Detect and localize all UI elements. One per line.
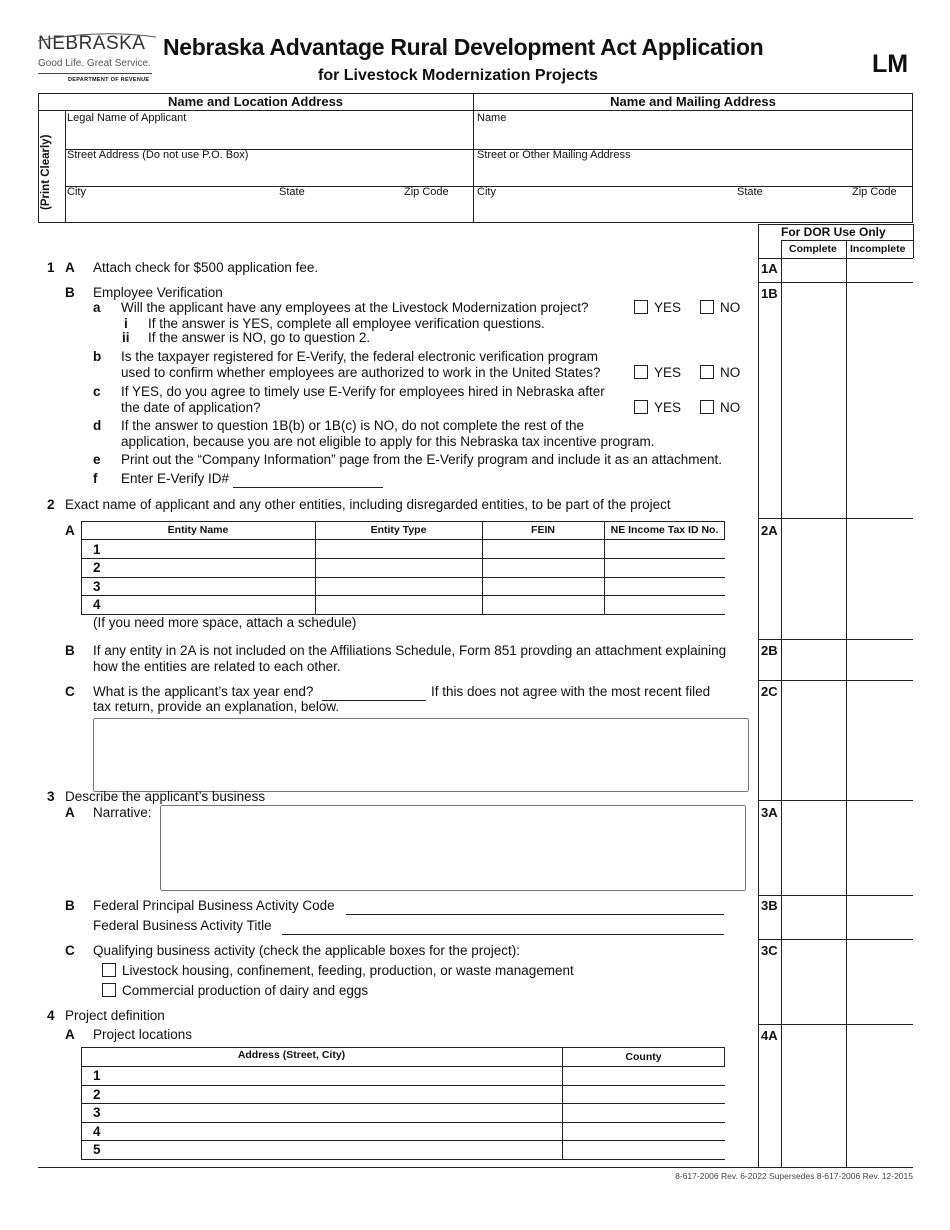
q1b-i-label: i [124,316,128,331]
q1b-c-yes-option[interactable]: YES [634,400,681,415]
county-column-header: County [625,1051,662,1063]
mailing-street-input[interactable] [478,163,912,185]
legal-name-input[interactable] [68,126,472,148]
q2c-text-2: tax return, provide an explanation, below. [93,699,340,714]
tax-year-explanation-input[interactable] [93,718,749,792]
q1b-c-no-option[interactable]: NO [700,400,740,415]
q1b-i-text: If the answer is YES, complete all employee verification questions. [148,316,545,331]
q4-text: Project definition [65,1008,165,1023]
entity-row-4: 4 [93,597,101,612]
q1b-a-no-option[interactable]: NO [700,300,740,315]
q1b-b-letter: b [93,349,102,364]
q2b-letter: B [65,643,75,658]
dor-row-2a: 2A [761,523,778,538]
entity-row-2: 2 [93,560,101,575]
legal-name-label: Legal Name of Applicant [67,112,187,124]
q1b-c-text-1: If YES, do you agree to timely use E-Verify for employees hired in Nebraska after [121,384,605,399]
q1b-c-no-checkbox[interactable] [700,400,714,414]
state-label: State [279,186,305,198]
q2b-text-1: If any entity in 2A is not included on the Affiliations Schedule, Form 851 provding an attachment explaining [93,643,727,658]
location-row-1: 1 [93,1068,101,1083]
q3b-letter: B [65,898,75,913]
q1b-e-letter: e [93,452,101,467]
q3c-text: Qualifying business activity (check the applicable boxes for the project): [93,943,520,958]
q1a-text: Attach check for $500 application fee. [93,260,319,275]
dor-row-2b: 2B [761,643,778,658]
entity-row-1: 1 [93,542,101,557]
location-row-3: 3 [93,1105,101,1120]
q1b-a-yes-checkbox[interactable] [634,300,648,314]
activity-title-input[interactable] [282,917,724,935]
dor-row-4a: 4A [761,1028,778,1043]
q1b-b-yes-option[interactable]: YES [634,365,681,380]
q1b-f-letter: f [93,471,98,486]
q1b-c-yes-checkbox[interactable] [634,400,648,414]
form-subtitle: for Livestock Modernization Projects [318,67,599,84]
q3b-text-1: Federal Principal Business Activity Code [93,898,335,913]
q2c-text-1b: If this does not agree with the most recent filed [431,684,711,699]
q4a-letter: A [65,1027,75,1042]
q3b-text-2: Federal Business Activity Title [93,918,272,933]
logo-wordmark: NEBRASKA [38,33,146,54]
dor-incomplete-header: Incomplete [850,243,906,255]
q2-text: Exact name of applicant and any other entities, including disregarded entities, to be part of the project [65,497,671,512]
q1b-d-text-2: application, because you are not eligible to apply for this Nebraska tax incentive program. [121,434,655,449]
street-address-label: Street Address (Do not use P.O. Box) [67,149,249,161]
dor-row-3b: 3B [761,898,778,913]
q1-number: 1 [47,260,55,275]
q3c-option-dairy[interactable]: Commercial production of dairy and eggs [102,983,368,998]
q3c-option-livestock[interactable]: Livestock housing, confinement, feeding, production, or waste management [102,963,574,978]
entity-type-header: Entity Type [370,524,427,536]
q3-number: 3 [47,789,55,804]
print-clearly-label: (Print Clearly) [40,134,52,210]
q1b-ii-text: If the answer is NO, go to question 2. [148,330,371,345]
q1b-a-letter: a [93,300,101,315]
mailing-city-label: City [477,186,496,198]
q1b-b-no-option[interactable]: NO [700,365,740,380]
activity-code-input[interactable] [346,897,724,915]
fein-header: FEIN [531,524,555,536]
q1b-d-text-1: If the answer to question 1B(b) or 1B(c) is NO, do not complete the rest of the [121,418,584,433]
q1b-b-text-2: used to confirm whether employees are authorized to work in the United States? [121,365,601,380]
q2c-text-1a: What is the applicant’s tax year end? [93,684,314,699]
mailing-name-label: Name [477,112,507,124]
q1a-letter: A [65,260,75,275]
entity-name-header: Entity Name [167,524,229,536]
mailing-zip-label: Zip Code [852,186,897,198]
mailing-street-label: Street or Other Mailing Address [477,149,631,161]
footer-revision: 8-617-2006 Rev. 6-2022 Supersedes 8-617-2006 Rev. 12-2015 [675,1171,913,1181]
q1b-ii-label: ii [122,330,130,345]
q1b-b-no-checkbox[interactable] [700,365,714,379]
form-code: LM [872,50,909,78]
dor-row-1b: 1B [761,286,778,301]
location-address-header: Name and Location Address [167,94,344,109]
ne-tax-id-header: NE Income Tax ID No. [610,524,719,536]
q3c-letter: C [65,943,75,958]
everify-id-input[interactable] [233,470,383,488]
q2a-note: (If you need more space, attach a schedule) [93,615,357,630]
q1b-e-text: Print out the “Company Information” page from the E-Verify program and include it as an attachment. [121,452,723,467]
logo-swoosh-icon [36,31,158,43]
q3a-text: Narrative: [93,805,152,820]
q1b-a-text: Will the applicant have any employees at the Livestock Modernization project? [121,300,589,315]
location-row-2: 2 [93,1087,101,1102]
q2b-text-2: how the entities are related to each other. [93,659,341,674]
dairy-eggs-checkbox[interactable] [102,983,116,997]
city-label: City [67,186,86,198]
mailing-state-label: State [737,186,763,198]
location-row-4: 4 [93,1124,101,1139]
zip-label: Zip Code [404,186,449,198]
q1b-f-label: Enter E-Verify ID# [121,471,230,486]
entity-row-3: 3 [93,579,101,594]
q2c-letter: C [65,684,75,699]
q1b-title: Employee Verification [93,285,223,300]
mailing-name-input[interactable] [478,126,912,148]
location-address-column-header: Address (Street, City) [237,1049,346,1061]
dor-row-3c: 3C [761,943,778,958]
q3a-letter: A [65,805,75,820]
mailing-city-state-zip-input[interactable] [478,200,912,222]
dor-row-2c: 2C [761,684,778,699]
dor-header: For DOR Use Only [781,225,886,239]
dor-row-3a: 3A [761,805,778,820]
q1b-c-text-2: the date of application? [121,400,261,415]
q4a-text: Project locations [93,1027,193,1042]
q1b-b-text-1: Is the taxpayer registered for E-Verify, the federal electronic verification program [121,349,598,364]
dor-complete-header: Complete [789,243,837,255]
location-row-5: 5 [93,1142,101,1157]
q1b-a-no-checkbox[interactable] [700,300,714,314]
dor-row-1a: 1A [761,261,778,276]
mailing-address-header: Name and Mailing Address [610,94,776,109]
form-title: Nebraska Advantage Rural Development Act Application [163,34,764,60]
q1b-b-yes-checkbox[interactable] [634,365,648,379]
q3-text: Describe the applicant’s business [65,789,266,804]
q1b-d-letter: d [93,418,102,433]
q2-number: 2 [47,497,55,512]
q1b-letter: B [65,285,75,300]
business-narrative-input[interactable] [160,805,746,891]
logo-tagline: Good Life. Great Service. [38,58,151,69]
livestock-housing-checkbox[interactable] [102,963,116,977]
city-state-zip-input[interactable] [68,200,472,222]
q1b-a-yes-option[interactable]: YES [634,300,681,315]
q2a-letter: A [65,523,75,538]
q4-number: 4 [47,1008,55,1023]
logo-department: DEPARTMENT OF REVENUE [68,77,150,83]
q1b-c-letter: c [93,384,101,399]
street-address-input[interactable] [68,163,472,185]
